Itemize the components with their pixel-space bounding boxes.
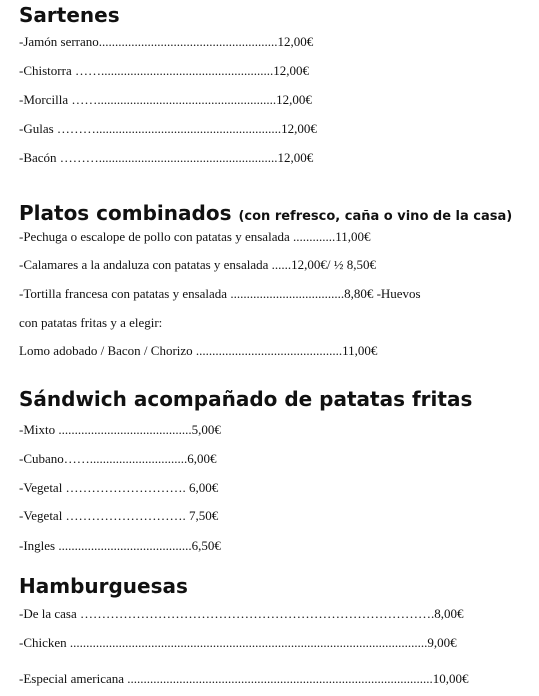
menu-item-pechuga: -Pechuga o escalope de pollo con patatas y ensalada .............11,00€ xyxy=(19,229,371,244)
menu-item-bacon: -Bacón ……….......................................................12,00€ xyxy=(19,150,314,165)
section-title-platos-combinados-text: Platos combinados xyxy=(19,201,232,225)
menu-item-especial-americana: -Especial americana ..............................................................................................10,00€ xyxy=(19,671,469,686)
section-title-sandwich: Sándwich acompañado de patatas fritas xyxy=(19,387,473,411)
menu-item-morcilla: -Morcilla …….......................................................12,00€ xyxy=(19,92,312,107)
menu-item-chicken: -Chicken ..............................................................................................................9,00€ xyxy=(19,635,457,650)
menu-item-mixto: -Mixto .........................................5,00€ xyxy=(19,422,221,437)
section-title-hamburguesas: Hamburguesas xyxy=(19,574,188,598)
section-subtitle-platos-combinados: (con refresco, caña o vino de la casa) xyxy=(238,209,513,224)
menu-item-calamares: -Calamares a la andaluza con patatas y ensalada ......12,00€/ ½ 8,50€ xyxy=(19,257,377,272)
menu-item-huevos: con patatas fritas y a elegir: xyxy=(19,315,163,330)
menu-item-huevos-opciones: Lomo adobado / Bacon / Chorizo .............................................11,00€ xyxy=(19,343,378,358)
menu-item-vegetal: -Vegetal ………………………. 6,00€ xyxy=(19,480,219,495)
menu-item-gulas: -Gulas ……….........................................................12,00€ xyxy=(19,121,317,136)
menu-item-cubano: -Cubano……..............................6,00€ xyxy=(19,451,217,466)
menu-item-tortilla: -Tortilla francesa con patatas y ensalada ...................................8,80€ -Huevos xyxy=(19,286,421,301)
menu-item-de-la-casa: -De la casa ……………………………………………………………………….8,00€ xyxy=(19,606,464,621)
section-title-sartenes: Sartenes xyxy=(19,3,120,27)
menu-item-chistorra: -Chistorra …….....................................................12,00€ xyxy=(19,63,309,78)
menu-item-vegetal-2: -Vegetal ………………………. 7,50€ xyxy=(19,508,219,523)
section-title-platos-combinados xyxy=(19,201,512,229)
menu-item-jamon-serrano: -Jamón serrano.......................................................12,00€ xyxy=(19,34,314,49)
menu-item-ingles: -Ingles .........................................6,50€ xyxy=(19,538,221,553)
